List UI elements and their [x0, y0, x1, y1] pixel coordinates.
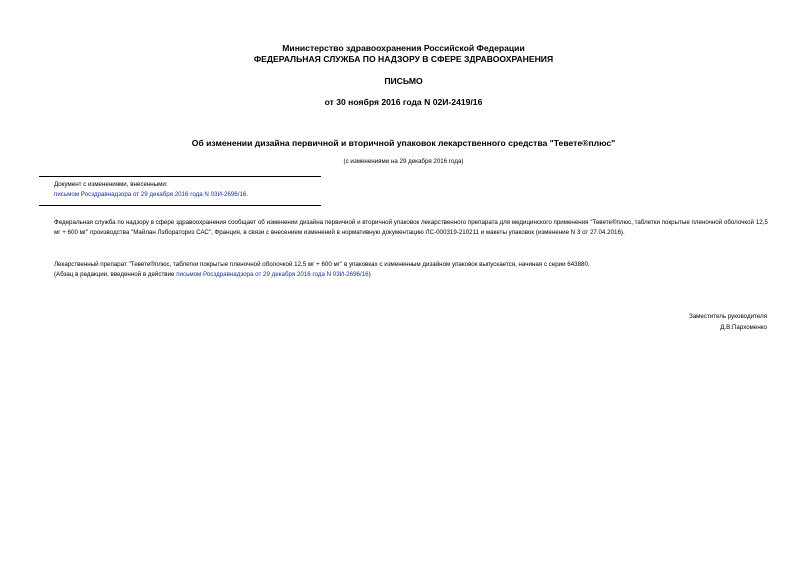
edit-note-suffix: ) — [368, 271, 371, 278]
amendments-bottom-divider — [39, 205, 321, 206]
body-paragraph-2: Лекарственный препарат "Тевете®плюс, таблетки покрытые пленочной оболочкой 12,5 мг + 600 мг" в упаковках с измененным дизайном упаковок выпускается, начиная с серии 643880. — [54, 261, 590, 268]
amendments-label: Документ с изменениями, внесенными: — [54, 181, 168, 188]
amendments-top-divider — [39, 176, 321, 177]
paragraph-2-edit-note — [54, 270, 774, 280]
changes-note: (с изменениями на 29 декабря 2016 года) — [343, 158, 464, 165]
amendments-link[interactable]: письмом Росздравнадзора от 29 декабря 2016 года N 03И-2696/16. — [54, 191, 249, 198]
ministry-title: Министерство здравоохранения Российской Федерации — [282, 43, 525, 53]
edit-note-link[interactable]: письмом Росздравнадзора от 29 декабря 2016 года N 03И-2696/16 — [176, 271, 369, 278]
signatory-name: Д.В.Пархоменко — [720, 324, 767, 331]
signatory-position: Заместитель руководителя — [688, 313, 767, 320]
document-date-number: от 30 ноября 2016 года N 02И-2419/16 — [324, 97, 483, 107]
document-type: ПИСЬМО — [384, 76, 423, 86]
body-paragraph-1: Федеральная служба по надзору в сфере здравоохранения сообщает об изменении дизайна первичной и вторичной упаковок лекарственного препарата для медицинского применения "Тевете®плюс, таблетки покрытые пленочной оболочкой 12,5 мг + 600 мг" производства "Майлан Лэбораториз САС", Франция, в связи с внесением изменений в нормативную документацию ЛС-000319-210211 и макеты упаковок (изменение N 3 от 27.04.2016). — [54, 219, 768, 236]
edit-note-prefix: (Абзац в редакции, введенной в действие — [54, 271, 177, 278]
document-subject: Об изменении дизайна первичной и вторичной упаковок лекарственного средства "Тевете®плюс" — [191, 138, 616, 148]
service-title: ФЕДЕРАЛЬНАЯ СЛУЖБА ПО НАДЗОРУ В СФЕРЕ ЗДРАВООХРАНЕНИЯ — [253, 54, 554, 64]
